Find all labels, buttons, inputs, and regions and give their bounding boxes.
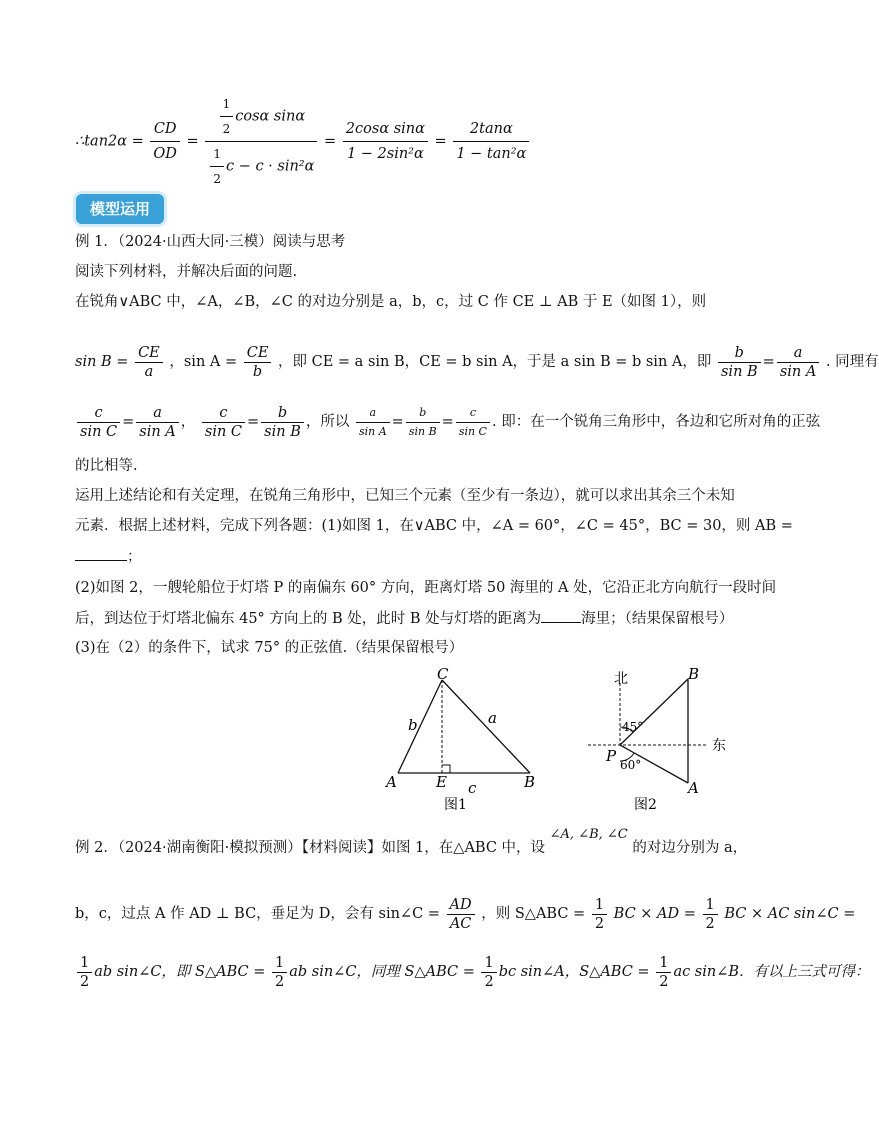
frac-den: 1 − 2sin²α <box>346 146 424 162</box>
side-a <box>442 680 530 773</box>
frac-num: CE <box>244 344 272 363</box>
side-b <box>398 680 442 773</box>
frac-den: 2 <box>213 172 221 186</box>
text-seg: 后，到达位于灯塔北偏东 45° 方向上的 B 处，此时 B 处与灯塔的距离为 <box>75 611 542 627</box>
frac-num: a <box>777 344 820 363</box>
right-angle-mark <box>442 765 450 773</box>
ex1-intro: 阅读下列材料，并解决后面的问题. <box>75 264 298 280</box>
frac-num: 1 <box>220 92 234 117</box>
text-seg: ，所以 <box>305 414 350 430</box>
frac-num: c <box>77 404 120 423</box>
label-e-point: E <box>436 773 447 791</box>
text-seg: 海里；（结果保留根号） <box>581 611 734 627</box>
label-angle-60: 60° <box>620 758 642 772</box>
frac-one-half <box>481 954 496 991</box>
frac-one-half <box>656 954 671 991</box>
label-b-vertex: B <box>524 773 536 791</box>
frac-den: sin A <box>779 363 817 380</box>
ex1-q2-cont <box>75 608 734 629</box>
frac-2cos-sin <box>343 117 428 166</box>
text-seg: BC × AD = <box>613 906 696 922</box>
frac-b-sinb <box>261 404 304 441</box>
frac-a-sina <box>136 404 179 441</box>
frac-c-sinc-small <box>456 404 490 441</box>
frac-den: 2 <box>222 122 231 136</box>
frac-2tan <box>453 117 529 166</box>
frac-den: sin C <box>80 423 118 440</box>
frac-num: a <box>136 404 179 423</box>
ex2-derivation <box>75 892 856 936</box>
ex2-title <box>75 827 748 859</box>
frac-num: 2cosα sinα <box>343 117 428 142</box>
frac-one-half <box>210 142 224 191</box>
frac-b-sinb <box>718 344 761 381</box>
text-seg: bc sin∠A，S△ABC = <box>498 964 650 980</box>
frac-num: AD <box>447 896 475 915</box>
frac-one-half <box>272 954 287 991</box>
equals: = <box>186 133 199 150</box>
frac-den: 2 <box>484 973 494 990</box>
frac-ce-a <box>135 344 163 381</box>
frac-num <box>205 92 317 142</box>
frac-den: sin A <box>139 423 176 440</box>
label-side-b: b <box>408 716 418 734</box>
frac-num: b <box>406 404 440 423</box>
frac-den: sin A <box>358 424 387 438</box>
frac-den-text: c − c · sin²α <box>225 158 315 175</box>
answer-blank[interactable] <box>75 546 127 561</box>
label-a-vertex: A <box>386 773 397 791</box>
frac-den: sin B <box>408 424 437 438</box>
figure-1 <box>380 665 550 815</box>
ex1-title: 例 1．（2024·山西大同·三模）阅读与思考 <box>75 234 346 250</box>
frac-num: 1 <box>77 954 92 973</box>
frac-num: b <box>261 404 304 423</box>
frac-one-half <box>592 896 607 933</box>
text-seg: BC × AC sin∠C = <box>724 906 856 922</box>
frac-den: sin C <box>204 423 243 440</box>
section-badge: 模型运用 <box>76 194 164 224</box>
label-b-point: B <box>688 665 700 683</box>
frac-den: b <box>252 363 263 380</box>
frac-num: c <box>456 404 490 423</box>
angles-label: ∠A, ∠B, ∠C <box>549 827 628 842</box>
ex1-q1: 元素．根据上述材料，完成下列各题：(1)如图 1，在∨ABC 中，∠A = 60°，∠C = 45°，BC = 30，则 AB = <box>75 518 793 534</box>
frac-den: a <box>144 363 154 380</box>
frac-b-sinb-small <box>406 404 440 441</box>
frac-one-half <box>220 92 234 141</box>
frac-den: 1 − tan²α <box>456 146 527 162</box>
frac-den: sin C <box>458 424 487 438</box>
frac-num: CE <box>135 344 163 363</box>
frac-c-sinc <box>202 404 245 441</box>
ex2-area-formulas <box>75 950 870 994</box>
label-c-vertex: C <box>437 665 449 683</box>
ex1-ratio-line: $\frac{c}{\text{sin C}}$ = $\frac{a}{\text{sin A}}$ ， $\frac{c}{\text{sin C}}$ = $\frac{b}{\text{sin B}}$ ，所以 $\frac{a}{\text{sin A}}$ = $\frac{b}{\text{sin B}}$ = $\frac{c}{\text{sin C}}$ . 即：在一个锐角三角形中，各边和它所对角的正弦 <box>75 400 730 444</box>
text-seg: ； <box>127 549 142 565</box>
text-seg: b，c，过点 A 作 AD ⊥ BC，垂足为 D，会有 sin∠C = <box>75 906 440 922</box>
text-seg: ，则 S△ABC = <box>481 906 586 922</box>
ex1-derivation-line: sin B = $\frac{CE}{a}$ ，sin A = $\frac{CE}{b}$ ，即 CE = a sin B，CE = b sin A，于是 a sin B = b sin A，即 $\frac{b}{\text{sin B}}$ = $\frac{a}{\text{sin A}}$ . 同理有 <box>75 344 879 380</box>
frac-num: CD <box>150 117 180 142</box>
frac-num: 1 <box>703 896 718 915</box>
text-seg: ， <box>180 414 196 430</box>
frac-ce-b <box>244 344 272 381</box>
text-seg: 例 2．（2024·湖南衡阳·模拟预测）【材料阅读】如图 1，在△ABC 中，设 <box>75 840 546 856</box>
ex1-q2: (2)如图 2，一艘轮船位于灯塔 P 的南偏东 60° 方向，距离灯塔 50 海里的 A 处，它沿正北方向航行一段时间 <box>75 580 777 596</box>
ex1-q1-blank-line <box>75 546 730 567</box>
frac-one-half <box>703 896 718 933</box>
text-seg: ac sin∠B．有以上三式可得： <box>673 964 870 980</box>
frac-den: 2 <box>594 915 605 932</box>
equals: = <box>324 133 337 150</box>
label-p-point: P <box>606 747 617 765</box>
text-seg: 的对边分别为 a， <box>632 840 748 856</box>
label-side-a: a <box>488 709 497 727</box>
frac-num-text: cosα sinα <box>235 108 306 125</box>
text-seg: sin B = <box>75 354 129 370</box>
label-north: 北 <box>614 671 628 687</box>
text-seg: ，即 CE = a sin B，CE = b sin A，于是 a sin B = b sin A，即 <box>278 354 712 370</box>
answer-blank[interactable] <box>541 608 581 623</box>
ex1-apply: 运用上述结论和有关定理，在锐角三角形中，已知三个元素（至少有一条边），就可以求出其余三个未知 <box>75 488 735 504</box>
figure-2 <box>580 665 740 815</box>
frac-cd-od <box>150 117 180 166</box>
ex1-q3: (3)在（2）的条件下，试求 75° 的正弦值.（结果保留根号） <box>75 640 464 656</box>
frac-num: 1 <box>592 896 607 915</box>
frac-c-sinc <box>77 404 120 441</box>
label-side-c: c <box>468 779 477 797</box>
frac-num: b <box>718 344 761 363</box>
frac-num: 1 <box>210 142 224 167</box>
frac-den: 2 <box>659 973 669 990</box>
frac-den <box>205 142 317 191</box>
frac-den: 2 <box>80 973 90 990</box>
frac-num: 1 <box>272 954 287 973</box>
frac-one-half <box>77 954 92 991</box>
formula-lead: ∴tan2α = <box>75 133 144 150</box>
caption-fig2: 图2 <box>634 797 657 813</box>
ex1-setup: 在锐角∨ABC 中，∠A，∠B，∠C 的对边分别是 a，b，c，过 C 作 CE ⊥ AB 于 E（如图 1），则 <box>75 294 707 310</box>
text-seg: ab sin∠C，同理 S△ABC = <box>289 964 475 980</box>
frac-ad-ac <box>447 896 475 933</box>
text-seg: ab sin∠C，即 S△ABC = <box>94 964 266 980</box>
text-seg: ，sin A = <box>169 354 238 370</box>
label-a-point: A <box>688 779 699 797</box>
text-seg: . 同理有 <box>825 354 879 370</box>
segment-pb <box>620 679 688 745</box>
label-angle-45: 45° <box>622 720 644 734</box>
frac-half-cos-sin <box>205 92 317 191</box>
frac-num: 1 <box>656 954 671 973</box>
frac-a-sina <box>777 344 820 381</box>
frac-den: 2 <box>274 973 285 990</box>
equals: = <box>434 133 447 150</box>
text-seg: . 即：在一个锐角三角形中，各边和它所对角的正弦 <box>491 414 821 430</box>
frac-den: OD <box>153 146 177 162</box>
frac-den: 2 <box>705 915 715 932</box>
frac-num: 1 <box>481 954 496 973</box>
frac-num: c <box>202 404 245 423</box>
formula-tan2a <box>75 92 531 186</box>
frac-den: AC <box>449 915 472 932</box>
frac-den: sin B <box>264 423 301 440</box>
ex1-conclusion: 的比相等. <box>75 458 138 474</box>
frac-den: sin B <box>720 363 758 380</box>
frac-num: a <box>356 404 390 423</box>
caption-fig1: 图1 <box>444 797 467 813</box>
frac-num: 2tanα <box>453 117 529 142</box>
label-east: 东 <box>712 738 726 754</box>
frac-a-sina-small <box>356 404 390 441</box>
